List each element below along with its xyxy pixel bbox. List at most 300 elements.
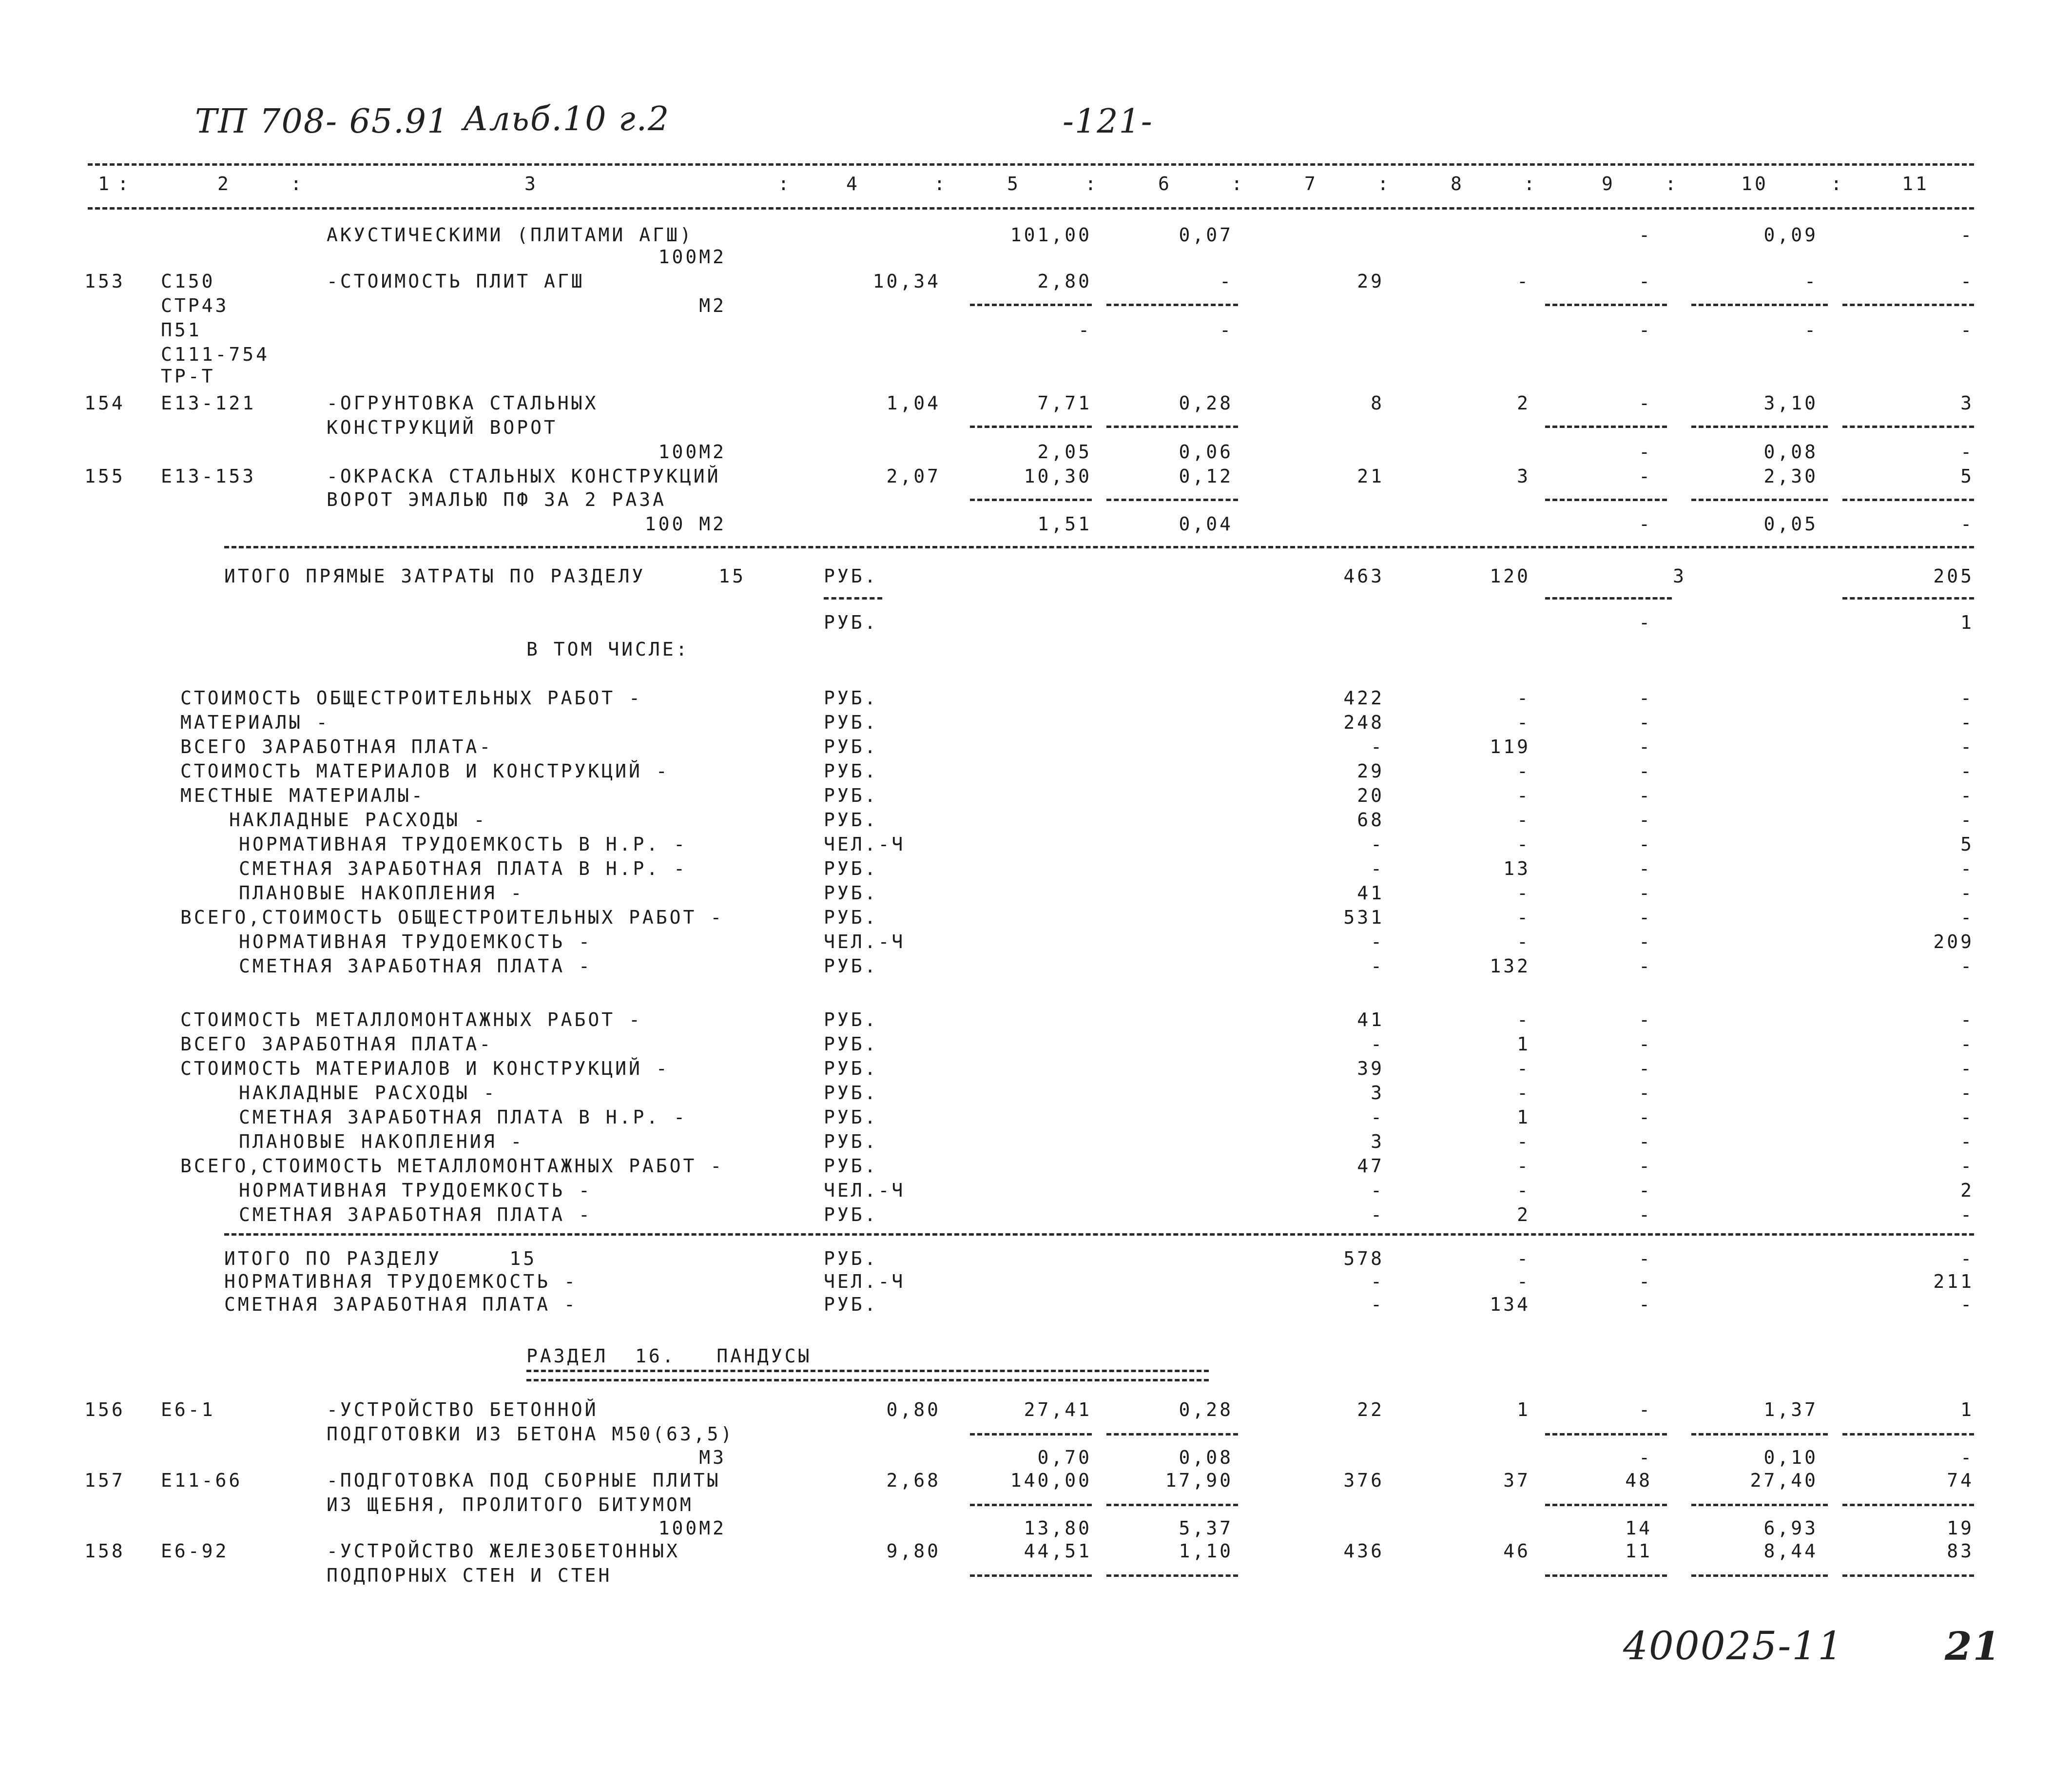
cell-c6: 0,08 [1179, 1447, 1233, 1468]
summary-label: НОРМАТИВНАЯ ТРУДОЕМКОСТЬ В Н.Р. - [239, 834, 687, 855]
summary-c7: 39 [1357, 1058, 1384, 1079]
section-total-label: ИТОГО ПО РАЗДЕЛУ 15 [224, 1248, 537, 1269]
column-separator: : [934, 173, 948, 194]
totals-rule [224, 546, 1974, 548]
summary-c11: - [1960, 1033, 1974, 1055]
cell-c6: 0,06 [1179, 441, 1233, 463]
summary-unit: РУБ. [824, 1033, 878, 1055]
cell-c6: 0,12 [1179, 466, 1233, 487]
column-separator: : [1831, 173, 1844, 194]
cell-c9: - [1639, 441, 1652, 463]
summary-c9: - [1639, 1131, 1652, 1152]
item-unit: 100М2 [658, 1517, 726, 1539]
totals-c11b: 1 [1960, 612, 1974, 633]
summary-label: МАТЕРИАЛЫ - [180, 712, 330, 733]
cell-c6: - [1220, 319, 1233, 341]
cell-c10: - [1804, 271, 1818, 292]
summary-c8: 1 [1517, 1033, 1530, 1055]
cell-c4: 0,80 [886, 1399, 941, 1420]
header-bottom-rule [88, 207, 1974, 210]
section-total-c11: - [1960, 1294, 1974, 1315]
summary-c8: - [1517, 1009, 1530, 1030]
subtotal-rule [1106, 1574, 1238, 1577]
cell-c10: 0,09 [1763, 224, 1818, 246]
cell-c11: - [1960, 513, 1974, 535]
summary-c8: - [1517, 882, 1530, 904]
summary-unit: РУБ. [824, 687, 878, 709]
summary-c9: - [1639, 955, 1652, 977]
subtotal-rule [1545, 304, 1667, 306]
cell-c10: 2,30 [1763, 466, 1818, 487]
summary-c7: - [1371, 955, 1384, 977]
cell-c9: 48 [1625, 1470, 1652, 1491]
section-total-c7: - [1371, 1271, 1384, 1292]
item-number: 156 [84, 1399, 125, 1420]
summary-c7: 41 [1357, 882, 1384, 904]
cell-c11: 1 [1960, 1399, 1974, 1420]
summary-unit: РУБ. [824, 1131, 878, 1152]
summary-label: ВСЕГО ЗАРАБОТНАЯ ПЛАТА- [180, 1033, 493, 1055]
subtotal-rule [1842, 304, 1974, 306]
page-number: -121- [1063, 102, 1153, 141]
header-top-rule [88, 163, 1974, 166]
subtotal-rule [1691, 1574, 1828, 1577]
summary-label: НОРМАТИВНАЯ ТРУДОЕМКОСТЬ - [239, 1180, 592, 1201]
cell-c5: 140,00 [1010, 1470, 1092, 1491]
summary-unit: РУБ. [824, 736, 878, 757]
summary-c9: - [1639, 907, 1652, 928]
cell-c8: 2 [1517, 392, 1530, 414]
section-total-c11: 211 [1933, 1271, 1974, 1292]
item-code: ТР-Т [161, 366, 215, 387]
column-header-1: 1 [98, 173, 112, 194]
item-description: ИЗ ЩЕБНЯ, ПРОЛИТОГО БИТУМОМ [327, 1494, 694, 1515]
including-label: В ТОМ ЧИСЛЕ: [526, 639, 690, 660]
summary-c9: - [1639, 1106, 1652, 1128]
item-code: Е13-121 [161, 392, 256, 414]
subtotal-rule [1842, 1433, 1974, 1436]
totals-c11: 205 [1933, 565, 1974, 587]
column-header-7: 7 [1304, 173, 1318, 194]
cell-c5: - [1078, 319, 1092, 341]
cell-c9: 11 [1625, 1540, 1652, 1562]
summary-unit: РУБ. [824, 955, 878, 977]
totals-c9: 3 [1673, 565, 1686, 587]
summary-c9: - [1639, 687, 1652, 709]
unit-rule [824, 597, 882, 600]
item-description: -УСТРОЙСТВО ЖЕЛЕЗОБЕТОННЫХ [327, 1540, 680, 1562]
summary-c8: 119 [1490, 736, 1530, 757]
cell-c4: 2,68 [886, 1470, 941, 1491]
summary-c8: 132 [1490, 955, 1530, 977]
item-description: КОНСТРУКЦИЙ ВОРОТ [327, 417, 558, 438]
subtotal-rule [1691, 499, 1828, 501]
column-separator: : [778, 173, 792, 194]
cell-c5: 2,05 [1037, 441, 1092, 463]
column-separator: : [117, 173, 131, 194]
item-code: С150 [161, 271, 215, 292]
summary-unit: РУБ. [824, 712, 878, 733]
cell-c5: 44,51 [1024, 1540, 1092, 1562]
subtotal-rule [1691, 1504, 1828, 1506]
item-number: 158 [84, 1540, 125, 1562]
cell-c7: 21 [1357, 466, 1384, 487]
section-total-c8: - [1517, 1248, 1530, 1269]
cell-c11: 19 [1947, 1517, 1974, 1539]
item-unit: 100 М2 [644, 513, 726, 535]
summary-unit: РУБ. [824, 1058, 878, 1079]
summary-c11: - [1960, 687, 1974, 709]
section-16-title: РАЗДЕЛ 16. ПАНДУСЫ [526, 1345, 812, 1367]
summary-c7: - [1371, 858, 1384, 879]
cell-c5: 2,80 [1037, 271, 1092, 292]
subtotal-rule [1842, 499, 1974, 501]
totals-c9b: - [1639, 612, 1652, 633]
summary-label: НОРМАТИВНАЯ ТРУДОЕМКОСТЬ - [239, 931, 592, 952]
summary-c11: - [1960, 760, 1974, 782]
summary-c9: - [1639, 858, 1652, 879]
item-number: 154 [84, 392, 125, 414]
summary-c11: 209 [1933, 931, 1974, 952]
cell-c10: 0,08 [1763, 441, 1818, 463]
cell-c10: - [1804, 319, 1818, 341]
cell-c5: 13,80 [1024, 1517, 1092, 1539]
cell-c10: 0,05 [1763, 513, 1818, 535]
item-code: Е6-92 [161, 1540, 229, 1562]
totals-c7: 463 [1343, 565, 1384, 587]
summary-unit: РУБ. [824, 785, 878, 806]
summary-c11: 2 [1960, 1180, 1974, 1201]
column-header-3: 3 [524, 173, 538, 194]
summary-c8: 2 [1517, 1204, 1530, 1225]
summary-unit: РУБ. [824, 1106, 878, 1128]
subtotal-rule [1545, 1574, 1667, 1577]
item-code: С111-754 [161, 344, 270, 365]
item-unit: 100М2 [658, 246, 726, 268]
column-separator: : [1085, 173, 1099, 194]
cell-c11: 83 [1947, 1540, 1974, 1562]
section-total-c7: 578 [1343, 1248, 1384, 1269]
subtotal-rule [1842, 1504, 1974, 1506]
cell-c10: 6,93 [1763, 1517, 1818, 1539]
summary-c7: - [1371, 834, 1384, 855]
summary-c11: - [1960, 858, 1974, 879]
cell-c10: 27,40 [1750, 1470, 1818, 1491]
cell-c4: 2,07 [886, 466, 941, 487]
summary-unit: РУБ. [824, 1082, 878, 1104]
summary-c8: - [1517, 907, 1530, 928]
item-description: АКУСТИЧЕСКИМИ (ПЛИТАМИ АГШ) [327, 224, 694, 246]
cell-c5: 27,41 [1024, 1399, 1092, 1420]
cell-c11: 74 [1947, 1470, 1974, 1491]
summary-label: СТОИМОСТЬ МАТЕРИАЛОВ И КОНСТРУКЦИЙ - [180, 1058, 670, 1079]
subtotal-rule [970, 1504, 1092, 1506]
item-description: -ПОДГОТОВКА ПОД СБОРНЫЕ ПЛИТЫ [327, 1470, 721, 1491]
totals-section: 15 [718, 565, 746, 587]
column-separator: : [1377, 173, 1391, 194]
summary-c8: - [1517, 1082, 1530, 1104]
subtotal-rule [1545, 1433, 1667, 1436]
album-ref: Альб.10 г.2 [463, 100, 670, 138]
summary-c9: - [1639, 882, 1652, 904]
section-total-label: НОРМАТИВНАЯ ТРУДОЕМКОСТЬ - [224, 1271, 578, 1292]
section-total-c9: - [1639, 1294, 1652, 1315]
cell-c9: - [1639, 392, 1652, 414]
summary-label: ПЛАНОВЫЕ НАКОПЛЕНИЯ - [239, 1131, 524, 1152]
section-total-rule [224, 1233, 1974, 1236]
cell-c7: 8 [1371, 392, 1384, 414]
section-total-unit: РУБ. [824, 1294, 878, 1315]
summary-c11: - [1960, 1204, 1974, 1225]
summary-c7: 41 [1357, 1009, 1384, 1030]
summary-c8: - [1517, 1155, 1530, 1177]
cell-c11: - [1960, 1447, 1974, 1468]
cell-c5: 10,30 [1024, 466, 1092, 487]
item-code: Е11-66 [161, 1470, 243, 1491]
item-number: 155 [84, 466, 125, 487]
cell-c9: - [1639, 224, 1652, 246]
item-unit: 100М2 [658, 441, 726, 463]
column-separator: : [1665, 173, 1679, 194]
summary-c8: - [1517, 687, 1530, 709]
section-total-c11: - [1960, 1248, 1974, 1269]
cell-c4: 9,80 [886, 1540, 941, 1562]
subtotal-rule [1691, 426, 1828, 428]
item-code: Е6-1 [161, 1399, 215, 1420]
cell-c11: - [1960, 441, 1974, 463]
summary-c11: - [1960, 907, 1974, 928]
summary-c8: - [1517, 1131, 1530, 1152]
subtotal-rule [1842, 426, 1974, 428]
summary-c9: - [1639, 1033, 1652, 1055]
summary-c9: - [1639, 1155, 1652, 1177]
summary-c8: - [1517, 1058, 1530, 1079]
summary-c7: 3 [1371, 1082, 1384, 1104]
subtotal-rule [1106, 1433, 1238, 1436]
summary-unit: РУБ. [824, 1204, 878, 1225]
cell-c11: 3 [1960, 392, 1974, 414]
footer-number: 21 [1945, 1623, 2001, 1669]
cell-c6: 0,28 [1179, 392, 1233, 414]
cell-c6: - [1220, 271, 1233, 292]
cell-c9: 14 [1625, 1517, 1652, 1539]
cell-c7: 376 [1343, 1470, 1384, 1491]
cell-c5: 0,70 [1037, 1447, 1092, 1468]
summary-c9: - [1639, 1180, 1652, 1201]
item-unit: М3 [699, 1447, 726, 1468]
cell-c6: 0,28 [1179, 1399, 1233, 1420]
summary-c7: - [1371, 1033, 1384, 1055]
subtotal-rule [1691, 1433, 1828, 1436]
column-header-5: 5 [1007, 173, 1021, 194]
summary-c8: - [1517, 712, 1530, 733]
cell-c5: 101,00 [1010, 224, 1092, 246]
summary-c11: - [1960, 785, 1974, 806]
column-header-8: 8 [1451, 173, 1464, 194]
doc-code: ТП 708- 65.91 [195, 102, 449, 141]
summary-c11: - [1960, 882, 1974, 904]
subtotal-rule [1106, 1504, 1238, 1506]
cell-c6: 17,90 [1165, 1470, 1233, 1491]
summary-unit: РУБ. [824, 1155, 878, 1177]
summary-c11: - [1960, 955, 1974, 977]
subtotal-rule [1545, 597, 1672, 600]
summary-label: ВСЕГО,СТОИМОСТЬ МЕТАЛЛОМОНТАЖНЫХ РАБОТ - [180, 1155, 724, 1177]
column-header-11: 11 [1902, 173, 1929, 194]
footer-code: 400025-11 [1623, 1623, 1844, 1669]
cell-c7: 29 [1357, 271, 1384, 292]
summary-c7: 68 [1357, 809, 1384, 831]
cell-c7: 436 [1343, 1540, 1384, 1562]
summary-c7: - [1371, 1204, 1384, 1225]
summary-label: СМЕТНАЯ ЗАРАБОТНАЯ ПЛАТА - [239, 955, 592, 977]
item-description: -СТОИМОСТЬ ПЛИТ АГШ [327, 271, 585, 292]
cell-c4: 1,04 [886, 392, 941, 414]
summary-label: МЕСТНЫЕ МАТЕРИАЛЫ- [180, 785, 425, 806]
summary-c9: - [1639, 1009, 1652, 1030]
cell-c9: - [1639, 1399, 1652, 1420]
summary-label: НАКЛАДНЫЕ РАСХОДЫ - [229, 809, 487, 831]
summary-label: ПЛАНОВЫЕ НАКОПЛЕНИЯ - [239, 882, 524, 904]
item-number: 157 [84, 1470, 125, 1491]
summary-c8: 13 [1503, 858, 1530, 879]
column-header-9: 9 [1602, 173, 1615, 194]
summary-c9: - [1639, 760, 1652, 782]
cell-c11: - [1960, 224, 1974, 246]
cell-c10: 1,37 [1763, 1399, 1818, 1420]
cell-c9: - [1639, 466, 1652, 487]
summary-c9: - [1639, 785, 1652, 806]
item-code: Е13-153 [161, 466, 256, 487]
summary-c8: 1 [1517, 1106, 1530, 1128]
summary-c7: 531 [1343, 907, 1384, 928]
summary-label: СМЕТНАЯ ЗАРАБОТНАЯ ПЛАТА - [239, 1204, 592, 1225]
summary-c9: - [1639, 1082, 1652, 1104]
cell-c8: 3 [1517, 466, 1530, 487]
item-description: -ОКРАСКА СТАЛЬНЫХ КОНСТРУКЦИЙ [327, 466, 721, 487]
summary-c7: - [1371, 736, 1384, 757]
cell-c5: 1,51 [1037, 513, 1092, 535]
column-header-2: 2 [217, 173, 231, 194]
column-header-10: 10 [1741, 173, 1768, 194]
totals-label: ИТОГО ПРЯМЫЕ ЗАТРАТЫ ПО РАЗДЕЛУ [224, 565, 646, 587]
cell-c8: - [1517, 271, 1530, 292]
summary-c7: 29 [1357, 760, 1384, 782]
summary-unit: ЧЕЛ.-Ч [824, 1180, 906, 1201]
summary-c8: - [1517, 785, 1530, 806]
summary-unit: РУБ. [824, 882, 878, 904]
cell-c11: - [1960, 271, 1974, 292]
totals-c8: 120 [1490, 565, 1530, 587]
summary-c11: 5 [1960, 834, 1974, 855]
summary-label: СТОИМОСТЬ МЕТАЛЛОМОНТАЖНЫХ РАБОТ - [180, 1009, 642, 1030]
section-total-unit: ЧЕЛ.-Ч [824, 1271, 906, 1292]
summary-c7: - [1371, 1106, 1384, 1128]
summary-label: ВСЕГО ЗАРАБОТНАЯ ПЛАТА- [180, 736, 493, 757]
subtotal-rule [1106, 304, 1238, 306]
column-header-6: 6 [1158, 173, 1172, 194]
summary-unit: ЧЕЛ.-Ч [824, 931, 906, 952]
subtotal-rule [1106, 499, 1238, 501]
cell-c6: 0,04 [1179, 513, 1233, 535]
summary-label: СТОИМОСТЬ МАТЕРИАЛОВ И КОНСТРУКЦИЙ - [180, 760, 670, 782]
totals-unit: РУБ. [824, 565, 878, 587]
item-description: ПОДПОРНЫХ СТЕН И СТЕН [327, 1565, 612, 1586]
cell-c6: 1,10 [1179, 1540, 1233, 1562]
cell-c6: 5,37 [1179, 1517, 1233, 1539]
summary-c7: 248 [1343, 712, 1384, 733]
subtotal-rule [1545, 426, 1667, 428]
cell-c8: 1 [1517, 1399, 1530, 1420]
cell-c7: 22 [1357, 1399, 1384, 1420]
summary-unit: РУБ. [824, 907, 878, 928]
subtotal-rule [1842, 1574, 1974, 1577]
section-total-c9: - [1639, 1248, 1652, 1269]
item-description: -УСТРОЙСТВО БЕТОННОЙ [327, 1399, 599, 1420]
cell-c5: 7,71 [1037, 392, 1092, 414]
subtotal-rule [970, 499, 1092, 501]
summary-c11: - [1960, 1009, 1974, 1030]
summary-c8: - [1517, 809, 1530, 831]
cell-c11: 5 [1960, 466, 1974, 487]
subtotal-rule [970, 1433, 1092, 1436]
cell-c8: 46 [1503, 1540, 1530, 1562]
summary-c7: 422 [1343, 687, 1384, 709]
column-header-4: 4 [846, 173, 860, 194]
item-description: ПОДГОТОВКИ ИЗ БЕТОНА М50(63,5) [327, 1423, 735, 1445]
summary-c11: - [1960, 809, 1974, 831]
column-separator: : [290, 173, 304, 194]
section-16-underline [526, 1370, 1209, 1381]
cell-c8: 37 [1503, 1470, 1530, 1491]
item-code: П51 [161, 319, 202, 341]
summary-c9: - [1639, 736, 1652, 757]
summary-label: СТОИМОСТЬ ОБЩЕСТРОИТЕЛЬНЫХ РАБОТ - [180, 687, 642, 709]
summary-c11: - [1960, 1131, 1974, 1152]
summary-c11: - [1960, 736, 1974, 757]
summary-c7: 20 [1357, 785, 1384, 806]
summary-label: СМЕТНАЯ ЗАРАБОТНАЯ ПЛАТА В Н.Р. - [239, 858, 687, 879]
subtotal-rule [1691, 304, 1828, 306]
cell-c4: 10,34 [872, 271, 941, 292]
section-total-unit: РУБ. [824, 1248, 878, 1269]
cell-c9: - [1639, 271, 1652, 292]
summary-c9: - [1639, 712, 1652, 733]
summary-c9: - [1639, 834, 1652, 855]
summary-unit: РУБ. [824, 858, 878, 879]
section-total-c8: - [1517, 1271, 1530, 1292]
cell-c9: - [1639, 513, 1652, 535]
item-description: -ОГРУНТОВКА СТАЛЬНЫХ [327, 392, 599, 414]
cell-c10: 3,10 [1763, 392, 1818, 414]
cell-c11: - [1960, 319, 1974, 341]
summary-c9: - [1639, 1204, 1652, 1225]
column-separator: : [1231, 173, 1245, 194]
item-code: СТР43 [161, 295, 229, 316]
column-separator: : [1524, 173, 1537, 194]
summary-unit: РУБ. [824, 809, 878, 831]
subtotal-rule [970, 304, 1092, 306]
item-description: ВОРОТ ЭМАЛЬЮ ПФ ЗА 2 РАЗА [327, 489, 666, 510]
summary-c8: - [1517, 760, 1530, 782]
subtotal-rule [1545, 499, 1667, 501]
summary-c7: - [1371, 1180, 1384, 1201]
summary-c8: - [1517, 931, 1530, 952]
section-total-c9: - [1639, 1271, 1652, 1292]
summary-c9: - [1639, 809, 1652, 831]
subtotal-rule [1545, 1504, 1667, 1506]
summary-label: ВСЕГО,СТОИМОСТЬ ОБЩЕСТРОИТЕЛЬНЫХ РАБОТ - [180, 907, 724, 928]
